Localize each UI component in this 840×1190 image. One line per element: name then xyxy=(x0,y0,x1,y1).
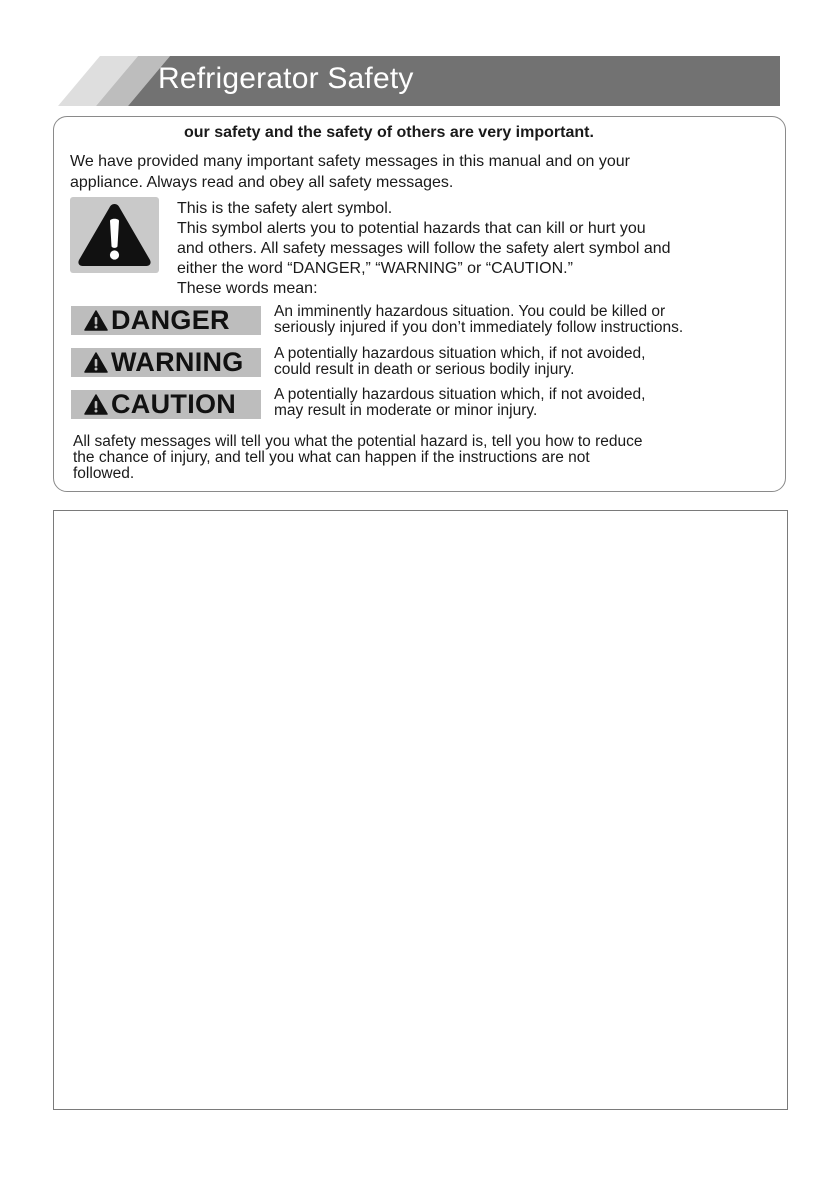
warning-triangle-icon xyxy=(84,310,108,331)
warning-label: WARNING xyxy=(111,347,244,377)
closing-line: the chance of injury, and tell you what can happen if the instructions are not xyxy=(73,449,590,466)
caution-desc-line: A potentially hazardous situation which, if not avoided, xyxy=(274,386,646,403)
caution-badge xyxy=(71,390,261,419)
warning-desc-line: could result in death or serious bodily injury. xyxy=(274,361,575,378)
closing-paragraph xyxy=(73,434,753,482)
empty-content-frame xyxy=(53,510,788,1110)
alert-desc-line: This is the safety alert symbol. xyxy=(177,200,393,217)
intro-paragraph xyxy=(70,151,720,193)
danger-label: DANGER xyxy=(111,305,230,335)
intro-line: appliance. Always read and obey all safety messages. xyxy=(70,174,454,191)
intro-line: We have provided many important safety messages in this manual and on your xyxy=(70,153,630,170)
caution-description xyxy=(274,387,754,419)
danger-desc-line: An imminently hazardous situation. You could be killed or xyxy=(274,303,666,320)
alert-desc-line: This symbol alerts you to potential hazards that can kill or hurt you xyxy=(177,220,646,237)
warning-triangle-icon xyxy=(84,352,108,373)
section-header xyxy=(58,56,780,106)
safety-alert-symbol xyxy=(70,197,159,273)
closing-line: followed. xyxy=(73,465,135,482)
alert-desc-line: These words mean: xyxy=(177,280,318,297)
warning-badge xyxy=(71,348,261,377)
caution-desc-line: may result in moderate or minor injury. xyxy=(274,402,538,419)
intro-heading: our safety and the safety of others are very important. xyxy=(184,124,594,141)
warning-description xyxy=(274,346,754,378)
danger-desc-line: seriously injured if you don’t immediately follow instructions. xyxy=(274,319,684,336)
danger-badge xyxy=(71,306,261,335)
caution-label: CAUTION xyxy=(111,389,237,419)
warning-triangle-icon xyxy=(70,197,159,273)
warning-triangle-icon xyxy=(84,394,108,415)
danger-description xyxy=(274,304,754,336)
alert-symbol-description xyxy=(177,199,737,299)
page-title: Refrigerator Safety xyxy=(158,62,414,95)
alert-desc-line: either the word “DANGER,” “WARNING” or “CAUTION.” xyxy=(177,260,573,277)
warning-desc-line: A potentially hazardous situation which, if not avoided, xyxy=(274,345,646,362)
alert-desc-line: and others. All safety messages will follow the safety alert symbol and xyxy=(177,240,671,257)
closing-line: All safety messages will tell you what the potential hazard is, tell you how to reduce xyxy=(73,433,643,450)
